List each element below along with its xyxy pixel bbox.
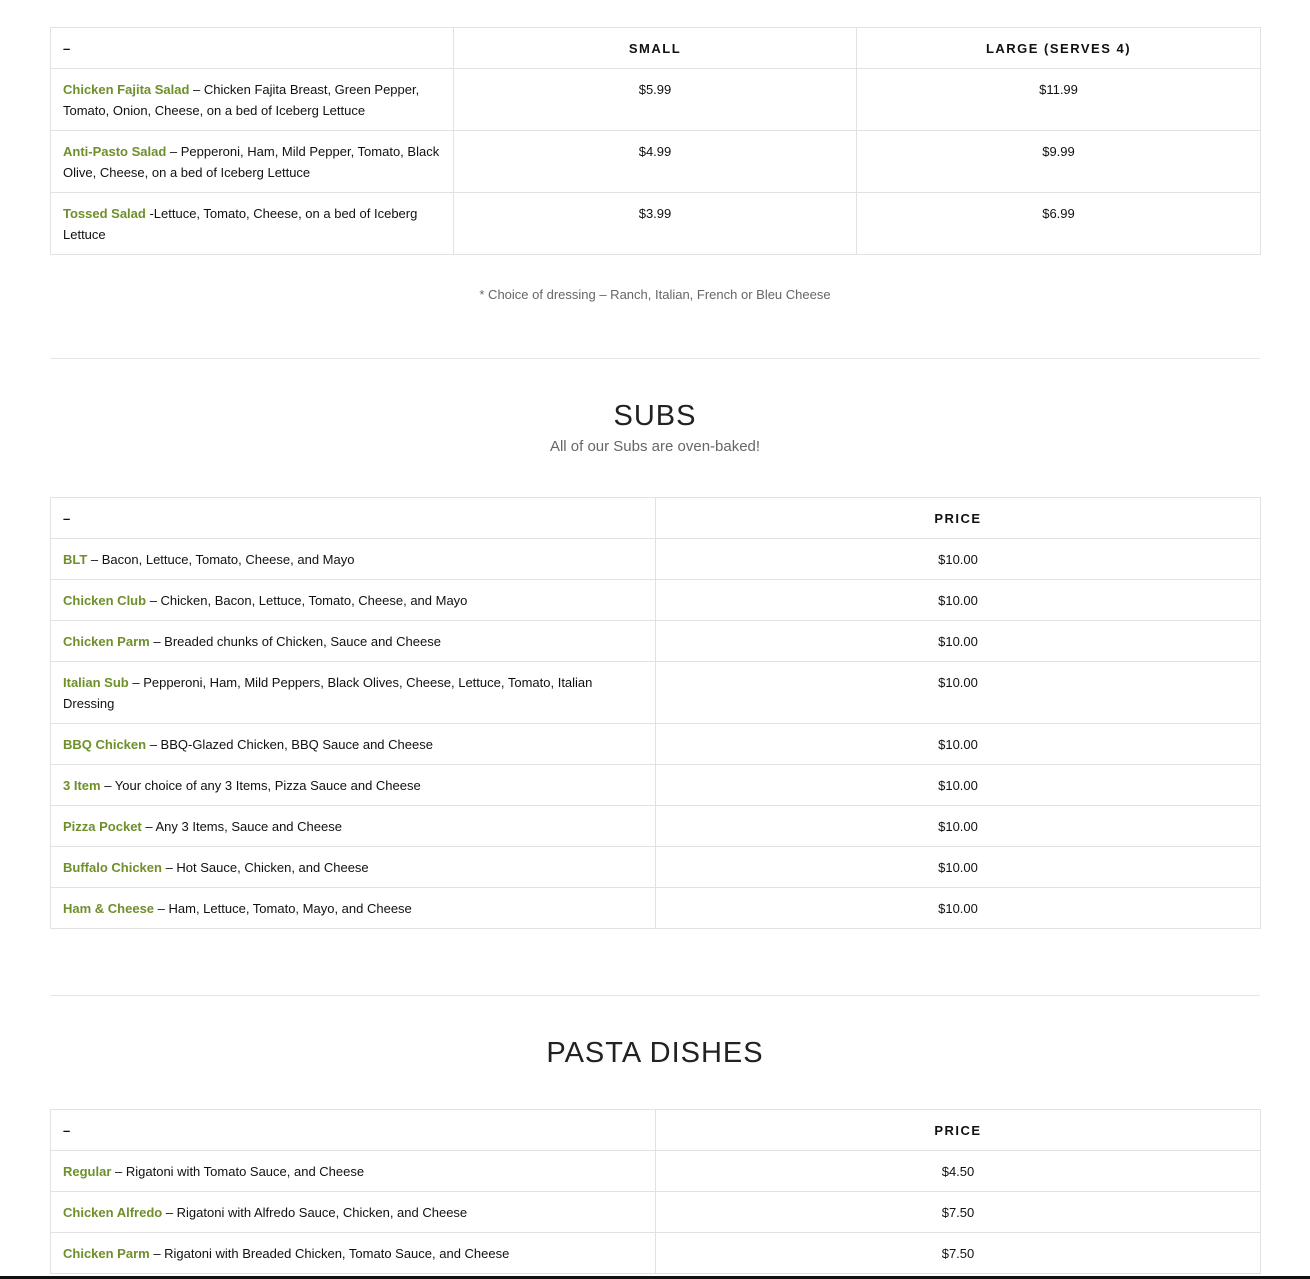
menu-item [51, 662, 656, 724]
item-name: Buffalo Chicken [63, 860, 162, 875]
menu-item [51, 193, 454, 255]
item-description: – Pepperoni, Ham, Mild Peppers, Black Olives, Cheese, Lettuce, Tomato, Italian Dressing [63, 675, 593, 711]
subs-table [50, 497, 1261, 929]
table-row [51, 193, 1261, 255]
item-name: Tossed Salad [63, 206, 146, 221]
table-row [51, 1151, 1261, 1192]
pasta-table [50, 1109, 1261, 1274]
table-row [51, 888, 1261, 929]
price-large: $11.99 [857, 69, 1261, 131]
price: $10.00 [656, 724, 1261, 765]
item-name: Anti-Pasto Salad [63, 144, 167, 159]
table-header-row [51, 28, 1261, 69]
item-name: Chicken Fajita Salad [63, 82, 190, 97]
item-description: – Ham, Lettuce, Tomato, Mayo, and Cheese [154, 901, 412, 916]
price: $10.00 [656, 888, 1261, 929]
item-description: – Hot Sauce, Chicken, and Cheese [161, 860, 369, 875]
table-row [51, 847, 1261, 888]
item-description: – Breaded chunks of Chicken, Sauce and Cheese [149, 634, 441, 649]
menu-item [51, 1192, 656, 1233]
menu-item [51, 724, 656, 765]
item-description: – Your choice of any 3 Items, Pizza Sauce and Cheese [100, 778, 421, 793]
item-name: Chicken Parm [63, 1246, 150, 1261]
price-small: $5.99 [454, 69, 857, 131]
dressing-note: * Choice of dressing – Ranch, Italian, French or Bleu Cheese [479, 287, 831, 302]
item-description: – Chicken, Bacon, Lettuce, Tomato, Cheese, and Mayo [146, 593, 468, 608]
section-title-pasta: PASTA DISHES [546, 1037, 764, 1069]
item-name: Pizza Pocket [63, 819, 142, 834]
salads-table [50, 27, 1261, 255]
item-description: – Chicken Fajita Breast, Green Pepper, Tomato, Onion, Cheese, on a bed of Iceberg Lettuce [63, 82, 420, 118]
table-row [51, 69, 1261, 131]
price: $10.00 [656, 621, 1261, 662]
item-name: Ham & Cheese [63, 901, 155, 916]
section-divider [50, 358, 1260, 359]
column-header-large: LARGE (SERVES 4) [857, 28, 1261, 69]
section-subtitle-subs: All of our Subs are oven-baked! [549, 438, 761, 455]
price: $10.00 [656, 847, 1261, 888]
item-name: 3 Item [63, 778, 101, 793]
section-divider [50, 995, 1260, 996]
item-description: – Rigatoni with Tomato Sauce, and Cheese [111, 1164, 365, 1179]
table-row [51, 1192, 1261, 1233]
price: $10.00 [656, 765, 1261, 806]
column-header-item: – [51, 498, 656, 539]
column-header-small: SMALL [454, 28, 857, 69]
item-description: -Lettuce, Tomato, Cheese, on a bed of Iceberg Lettuce [63, 206, 418, 242]
item-name: Italian Sub [63, 675, 129, 690]
column-header-price: PRICE [656, 498, 1261, 539]
item-name: BLT [63, 552, 88, 567]
item-name: Regular [63, 1164, 112, 1179]
item-name: Chicken Parm [63, 634, 150, 649]
item-description: – BBQ-Glazed Chicken, BBQ Sauce and Cheese [146, 737, 433, 752]
price: $10.00 [656, 662, 1261, 724]
menu-item [51, 621, 656, 662]
item-description: – Any 3 Items, Sauce and Cheese [141, 819, 342, 834]
price: $7.50 [656, 1233, 1261, 1274]
price-large: $9.99 [857, 131, 1261, 193]
table-row [51, 580, 1261, 621]
table-row [51, 765, 1261, 806]
price: $10.00 [656, 580, 1261, 621]
menu-item [51, 765, 656, 806]
table-header-row [51, 498, 1261, 539]
table-row [51, 662, 1261, 724]
table-row [51, 621, 1261, 662]
menu-item [51, 1233, 656, 1274]
price: $7.50 [656, 1192, 1261, 1233]
column-header-item: – [51, 28, 454, 69]
menu-item [51, 888, 656, 929]
item-name: BBQ Chicken [63, 737, 147, 752]
menu-item [51, 580, 656, 621]
table-row [51, 724, 1261, 765]
column-header-price: PRICE [656, 1110, 1261, 1151]
price: $10.00 [656, 806, 1261, 847]
price: $10.00 [656, 539, 1261, 580]
menu-item [51, 69, 454, 131]
table-header-row [51, 1110, 1261, 1151]
table-row [51, 806, 1261, 847]
table-row [51, 539, 1261, 580]
item-name: Chicken Alfredo [63, 1205, 163, 1220]
item-description: – Bacon, Lettuce, Tomato, Cheese, and Mayo [87, 552, 355, 567]
item-description: – Pepperoni, Ham, Mild Pepper, Tomato, Black Olive, Cheese, on a bed of Iceberg Lettuce [63, 144, 440, 180]
table-row [51, 131, 1261, 193]
price-large: $6.99 [857, 193, 1261, 255]
menu-item [51, 539, 656, 580]
menu-item [51, 131, 454, 193]
price-small: $4.99 [454, 131, 857, 193]
item-description: – Rigatoni with Breaded Chicken, Tomato Sauce, and Cheese [149, 1246, 510, 1261]
table-row [51, 1233, 1261, 1274]
column-header-item: – [51, 1110, 656, 1151]
price-small: $3.99 [454, 193, 857, 255]
item-name: Chicken Club [63, 593, 147, 608]
section-title-subs: SUBS [613, 400, 697, 432]
price: $4.50 [656, 1151, 1261, 1192]
item-description: – Rigatoni with Alfredo Sauce, Chicken, and Cheese [162, 1205, 468, 1220]
menu-item [51, 806, 656, 847]
menu-item [51, 1151, 656, 1192]
menu-item [51, 847, 656, 888]
